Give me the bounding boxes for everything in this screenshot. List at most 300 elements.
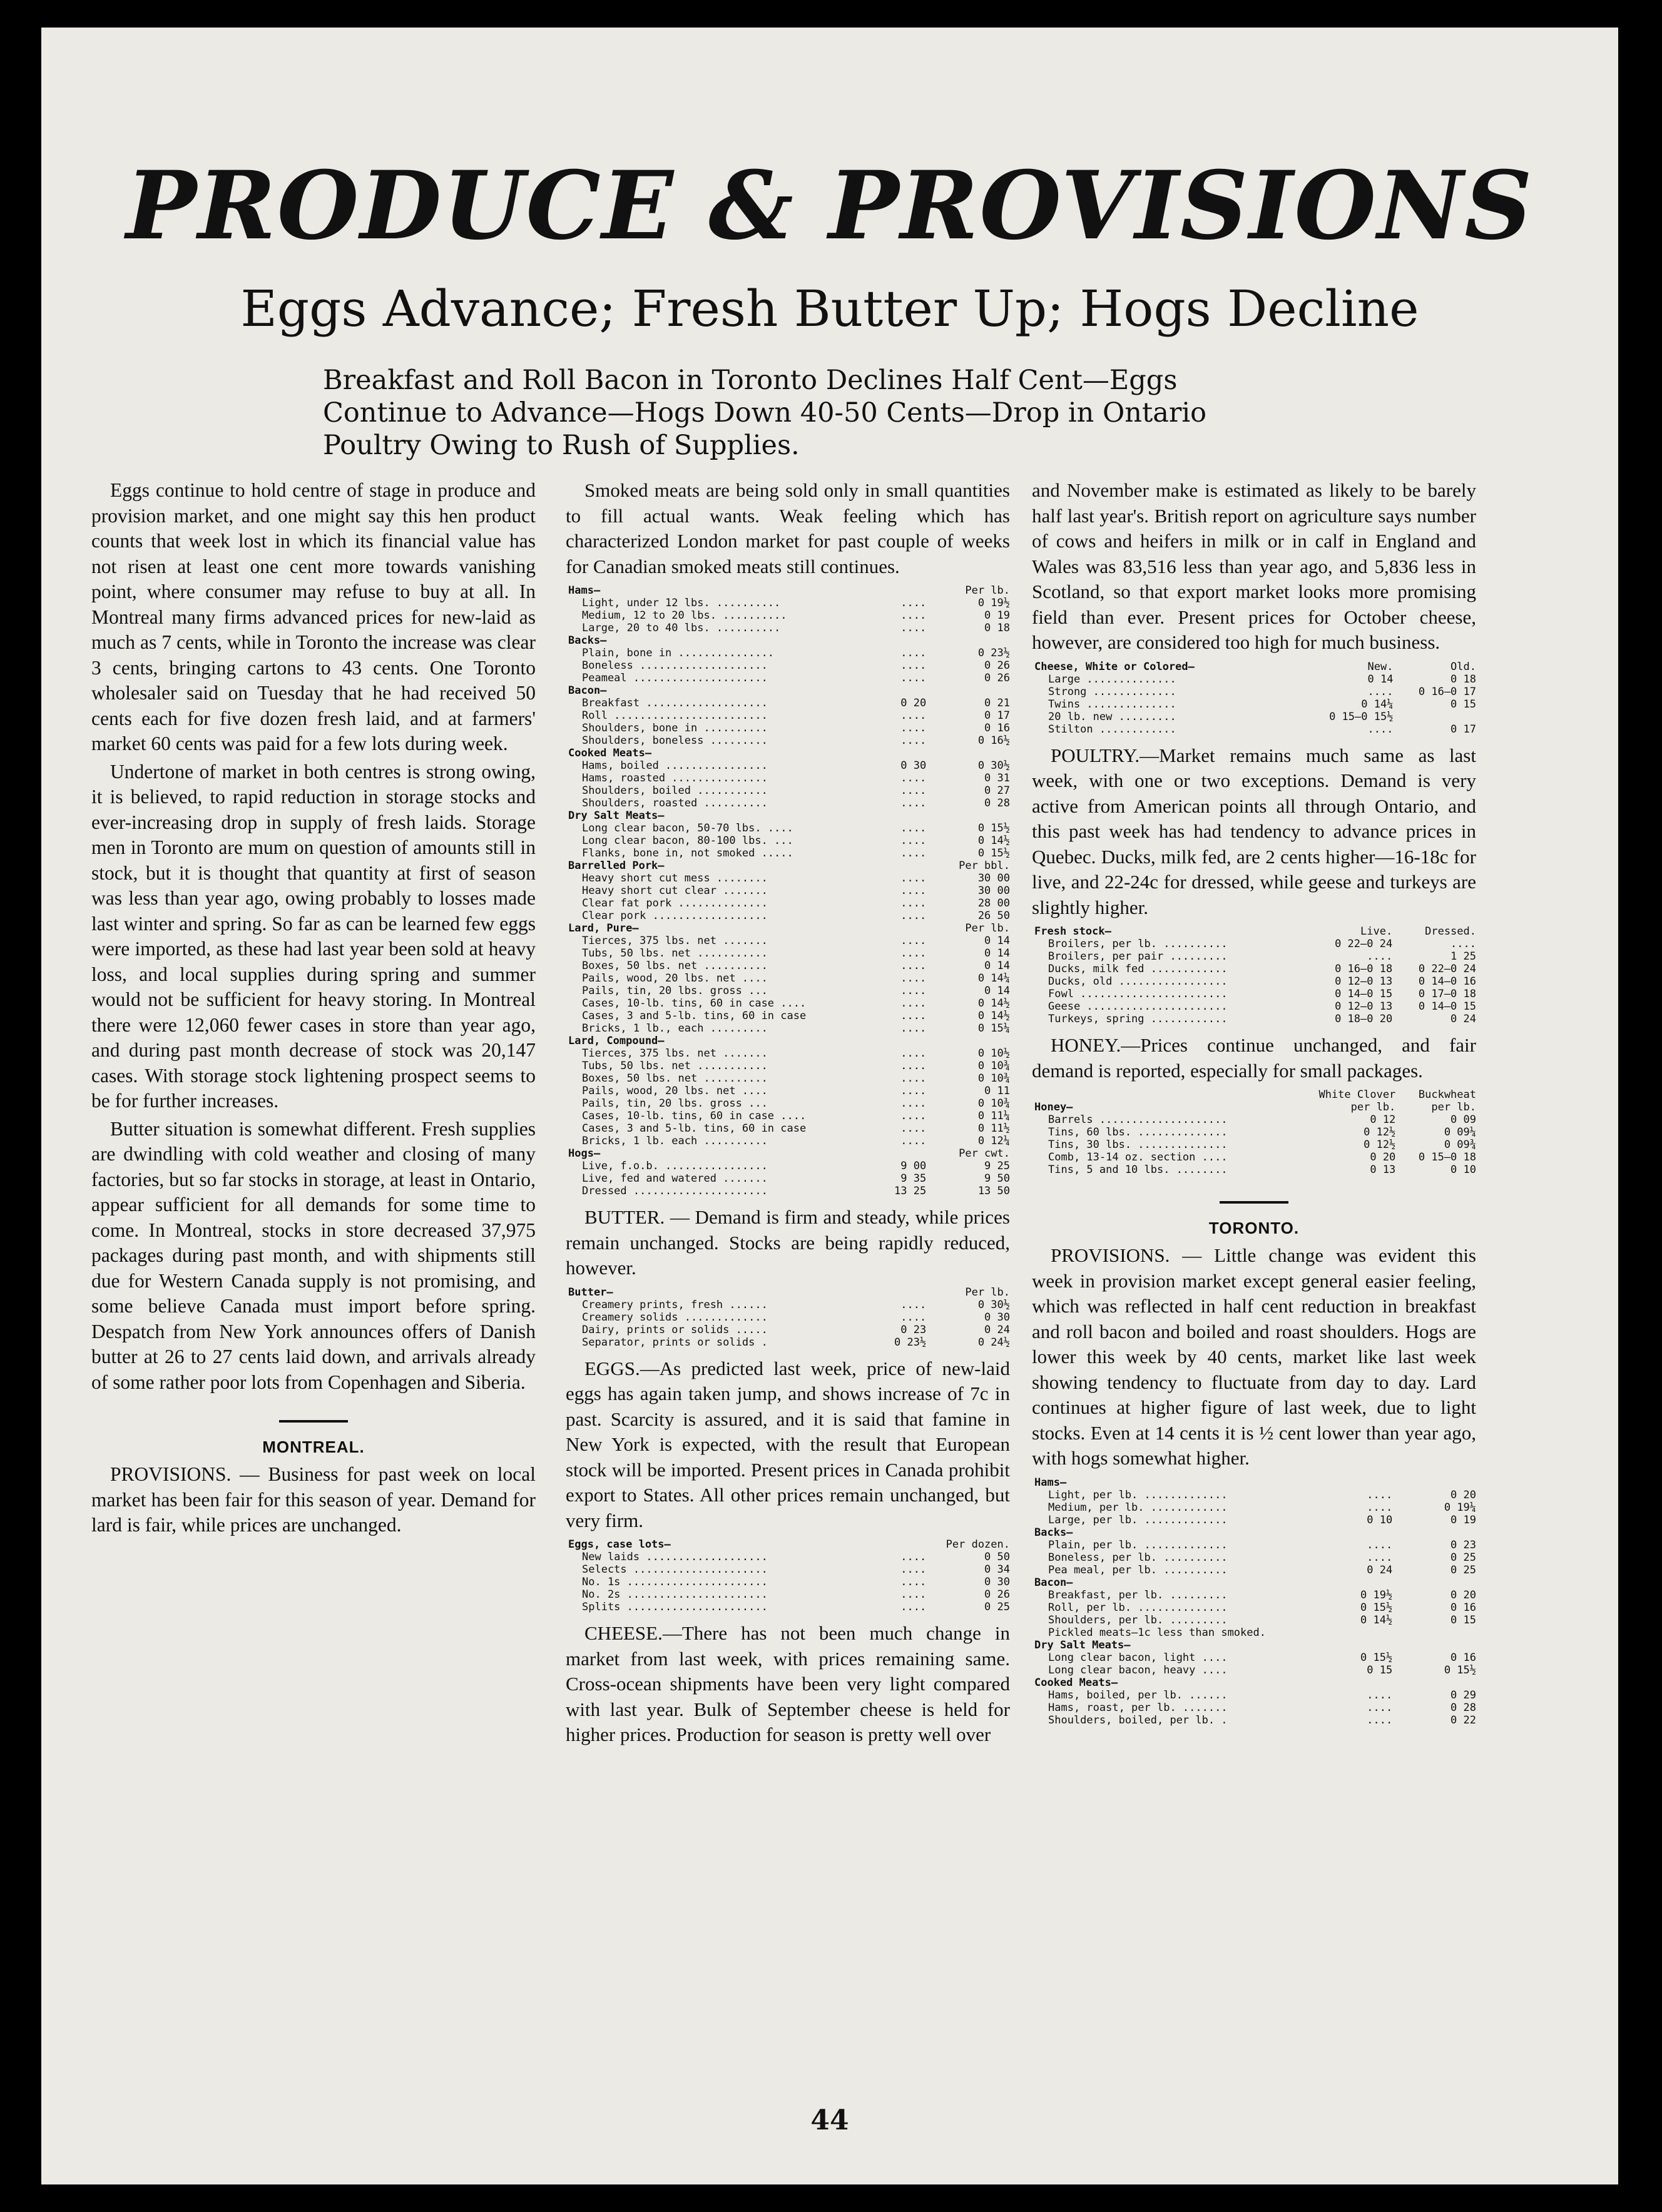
table-cell-item: Bacon— <box>1034 1576 1073 1589</box>
paragraph: and November make is estimated as likely to be barely half last year's. British report on agriculture says number of cows and heifers in milk or in calf in England and Wales was 83,516 less than year ago, and 5,836 less in Scotland, so that export market looks more promising field than ever. Present prices for October cheese, however, are considered too high for much business. <box>1032 479 1476 653</box>
table-row <box>566 734 1010 747</box>
table-cell-item: No. 2s ...................... <box>582 1588 768 1601</box>
table-cell-value <box>1396 1576 1476 1589</box>
table-cell-value: 0 10¾ <box>977 1072 1010 1085</box>
table-cell-item: Long clear bacon, heavy .... <box>1048 1663 1228 1677</box>
table-cell-value: .... <box>900 1551 927 1563</box>
table-cell-value: Per dozen. <box>946 1538 1010 1551</box>
table-cell-value: .... <box>900 1110 927 1122</box>
table-cell-item: Tubs, 50 lbs. net ........... <box>582 947 768 960</box>
table-row <box>566 1299 1010 1311</box>
table-cell-value: .... <box>900 1072 927 1085</box>
table-cell-item: Butter— <box>568 1286 613 1299</box>
table-cell-item: Breakfast, per lb. ......... <box>1048 1588 1228 1601</box>
table-row <box>566 1160 1010 1172</box>
table-cell-value: 0 24 <box>1367 1563 1393 1576</box>
table-cell-value: .... <box>900 722 927 734</box>
table-cell-item: Shoulders, per lb. ......... <box>1048 1613 1228 1626</box>
table-row <box>566 922 1010 935</box>
table-row <box>1032 988 1476 1000</box>
table-row <box>566 985 1010 997</box>
table-cell-value: 0 23½ <box>894 1336 927 1349</box>
table-cell-value: 0 12¼ <box>977 1135 1010 1147</box>
table-cell-item: Hogs— <box>568 1147 601 1160</box>
table-cell-value: 0 10¾ <box>977 1097 1010 1110</box>
table-cell-value: 0 14—0 15 <box>1418 1000 1476 1013</box>
table-cell-value: 0 14½ <box>977 997 1010 1010</box>
table-cell-value: 0 15½ <box>977 847 1010 860</box>
table-cell-item: Cooked Meats— <box>568 747 652 759</box>
table-cell-value: .... <box>900 1588 927 1601</box>
table-cell-value: .... <box>1367 950 1393 963</box>
table-cell-value: .... <box>900 947 927 960</box>
table-cell-item: Hams— <box>1034 1476 1067 1489</box>
table-cell-value: 0 14¼ <box>977 972 1010 985</box>
table-cell-item: Boxes, 50 lbs. net .......... <box>582 1072 768 1085</box>
table-cell-value: 0 19 <box>1450 1513 1476 1526</box>
table-cell-item: Fresh stock— <box>1034 925 1111 938</box>
table-cell-value: 0 14 <box>984 985 1010 997</box>
table-cell-value: 0 17 <box>1450 723 1476 736</box>
table-cell-value: 0 14 <box>984 960 1010 972</box>
table-cell-value: .... <box>900 1601 927 1613</box>
table-cell-value: 0 14—0 15 <box>1335 988 1393 1000</box>
table-cell-value: 0 19½ <box>1360 1588 1393 1601</box>
table-cell-value: Old. <box>1450 660 1476 673</box>
table-cell-value <box>1396 1526 1476 1539</box>
deck-line: Breakfast and Roll Bacon in Toronto Declines Half Cent—Eggs <box>323 365 1178 396</box>
table-row <box>1032 1702 1476 1714</box>
table-cell-value <box>868 809 930 822</box>
table-row <box>1032 1088 1476 1101</box>
table-row <box>566 1601 1010 1613</box>
table-cell-item: Strong ............. <box>1048 685 1176 698</box>
table-row <box>566 1135 1010 1147</box>
table-cell-item: Dressed ..................... <box>582 1185 768 1197</box>
table-cell-value: 0 20 <box>900 697 927 709</box>
table-row <box>566 1097 1010 1110</box>
table-cell-value: 0 16—0 17 <box>1418 685 1476 698</box>
table-row <box>1032 1576 1476 1589</box>
table-cell-value: 0 15½ <box>977 822 1010 835</box>
table-cell-value <box>1334 1677 1396 1689</box>
table-row <box>1032 661 1476 673</box>
table-cell-value: 0 25 <box>984 1601 1010 1613</box>
table-cell-value: .... <box>900 609 927 622</box>
table-cell-item: Pails, tin, 20 lbs. gross ... <box>582 1097 768 1110</box>
table-row <box>1032 1514 1476 1526</box>
section-heading-montreal: MONTREAL. <box>262 1438 365 1456</box>
table-row <box>566 1324 1010 1336</box>
table-cell-value <box>930 747 1010 759</box>
table-cell-value: 0 30 <box>984 1576 1010 1588</box>
table-cell-item: Tierces, 375 lbs. net ....... <box>582 1047 768 1060</box>
table-cell-value: 0 14 <box>1367 672 1394 686</box>
butter-price-table <box>566 1286 1010 1349</box>
table-cell-value <box>930 809 1010 822</box>
table-cell-value: 0 22—0 24 <box>1418 963 1476 975</box>
table-row <box>566 1022 1010 1035</box>
table-cell-value <box>868 634 930 647</box>
table-cell-value: .... <box>900 885 927 897</box>
table-cell-item: Hams— <box>568 584 601 597</box>
table-cell-value: .... <box>900 1135 927 1147</box>
table-cell-value: 0 11½ <box>977 1122 1010 1135</box>
table-cell-item: Bricks, 1 lb., each ......... <box>582 1022 768 1035</box>
deck-line: Continue to Advance—Hogs Down 40-50 Cents—Drop in Ontario <box>323 397 1207 429</box>
table-cell-value <box>868 747 930 759</box>
table-cell-value: .... <box>900 1311 927 1324</box>
poultry-price-table <box>1032 925 1476 1025</box>
table-cell-item: New laids ................... <box>582 1551 768 1563</box>
table-cell-item: Shoulders, bone in .......... <box>582 722 768 734</box>
table-cell-value: .... <box>900 672 927 684</box>
table-cell-item: Pea meal, per lb. .......... <box>1048 1563 1228 1576</box>
table-cell-value: 0 16½ <box>977 734 1010 747</box>
table-cell-item: Pails, wood, 20 lbs. net .... <box>582 972 768 985</box>
table-cell-item: Large, per lb. ............. <box>1048 1513 1228 1526</box>
honey-price-table <box>1032 1088 1476 1176</box>
table-row <box>566 1072 1010 1085</box>
table-cell-value: 0 30 <box>984 1311 1010 1324</box>
table-cell-value <box>1334 1626 1396 1639</box>
table-cell-item: Cases, 10-lb. tins, 60 in case .... <box>582 1110 807 1122</box>
table-cell-value: 0 16—0 18 <box>1335 963 1393 975</box>
table-row <box>566 1122 1010 1135</box>
table-cell-item: Comb, 13-14 oz. section .... <box>1048 1151 1228 1164</box>
table-row <box>1032 1164 1476 1176</box>
table-cell-value <box>930 634 1010 647</box>
table-cell-value: 0 15½ <box>1360 1651 1393 1664</box>
table-cell-value: Buckwheat <box>1418 1088 1476 1101</box>
table-cell-value: 0 25 <box>1450 1563 1476 1576</box>
table-cell-value: 0 27 <box>984 784 1010 797</box>
table-cell-value: 0 11¼ <box>977 1110 1010 1122</box>
table-row <box>566 1172 1010 1185</box>
table-row <box>566 809 1010 822</box>
table-cell-item: Live, fed and watered ....... <box>582 1172 768 1185</box>
page-number: 44 <box>810 2104 849 2136</box>
column-1 <box>91 478 536 2167</box>
table-cell-item: Pails, tin, 20 lbs. gross ... <box>582 985 768 997</box>
table-row <box>1032 1664 1476 1677</box>
table-cell-value: Live. <box>1360 925 1393 938</box>
table-cell-value: .... <box>900 960 927 972</box>
table-cell-value: 0 14¼ <box>1361 698 1394 711</box>
table-cell-value: 30 00 <box>977 872 1010 885</box>
table-cell-value: 0 24 <box>1450 1013 1476 1025</box>
table-cell-value: 0 10 <box>1367 1513 1393 1526</box>
table-cell-item: Honey— <box>1034 1101 1073 1114</box>
divider <box>1220 1201 1288 1204</box>
table-cell-value: .... <box>900 597 927 609</box>
table-cell-value: 1 25 <box>1450 950 1476 963</box>
table-cell-value: 0 28 <box>984 797 1010 809</box>
table-cell-value: .... <box>900 1060 927 1072</box>
table-cell-value <box>868 1147 930 1160</box>
table-cell-item: Tins, 60 lbs. .............. <box>1048 1126 1228 1139</box>
table-cell-item: Ducks, milk fed ............ <box>1048 963 1228 975</box>
table-row <box>1032 1526 1476 1539</box>
page <box>41 28 1618 2184</box>
table-cell-item: Cases, 3 and 5-lb. tins, 60 in case <box>582 1010 807 1022</box>
table-cell-value: .... <box>900 1085 927 1097</box>
table-cell-value: 0 14 <box>984 947 1010 960</box>
table-row <box>566 722 1010 734</box>
table-cell-item: Long clear bacon, light .... <box>1048 1651 1228 1664</box>
table-cell-value: 0 14½ <box>1360 1613 1393 1626</box>
table-row <box>566 584 1010 597</box>
table-cell-item: Barrels .................... <box>1048 1114 1228 1126</box>
table-row <box>1032 711 1476 723</box>
masthead: PRODUCE & PROVISIONS <box>126 151 1534 261</box>
table-row <box>566 772 1010 784</box>
table-row <box>566 1551 1010 1563</box>
table-cell-value: Per lb. <box>965 1286 1010 1299</box>
table-cell-item: Broilers, per pair ......... <box>1048 950 1228 963</box>
table-cell-item: Backs— <box>568 634 607 647</box>
table-cell-value: 9 25 <box>984 1160 1010 1172</box>
table-cell-value: 0 23½ <box>977 647 1010 659</box>
table-cell-value: 0 18 <box>984 622 1010 634</box>
table-cell-item: Long clear bacon, 80-100 lbs. ... <box>582 835 793 847</box>
table-row <box>566 835 1010 847</box>
table-cell-item: Light, per lb. ............. <box>1048 1488 1228 1501</box>
table-cell-value: .... <box>900 935 927 947</box>
table-cell-value: 0 24 <box>984 1323 1010 1336</box>
table-cell-item: Turkeys, spring ............ <box>1048 1013 1228 1025</box>
table-cell-value <box>1396 1476 1476 1489</box>
table-row <box>1032 975 1476 988</box>
table-row <box>566 672 1010 684</box>
table-cell-value: 28 00 <box>977 897 1010 910</box>
table-cell-value: .... <box>900 972 927 985</box>
table-cell-value: 0 10½ <box>977 1047 1010 1060</box>
table-cell-value: 0 20 <box>1370 1151 1396 1164</box>
table-cell-value: 0 34 <box>984 1563 1010 1576</box>
table-cell-value: 0 14—0 16 <box>1418 975 1476 988</box>
headline: Eggs Advance; Fresh Butter Up; Hogs Decline <box>240 280 1419 338</box>
table-cell-item: Separator, prints or solids . <box>582 1336 768 1349</box>
table-cell-value <box>868 1286 930 1299</box>
table-cell-item: Shoulders, roasted .......... <box>582 797 768 809</box>
table-row <box>566 709 1010 722</box>
table-cell-value: 0 20 <box>1450 1488 1476 1501</box>
table-cell-item: Medium, per lb. ............ <box>1048 1501 1228 1514</box>
table-cell-value: 0 12 <box>1370 1114 1396 1126</box>
table-row <box>1032 1639 1476 1651</box>
table-cell-value <box>1397 711 1476 723</box>
table-cell-item: Clear pork .................. <box>582 910 768 922</box>
table-cell-item: 20 lb. new ......... <box>1048 710 1176 723</box>
table-cell-value: 0 28 <box>1450 1701 1476 1714</box>
table-cell-item: Tins, 5 and 10 lbs. ........ <box>1048 1164 1228 1176</box>
paragraph: EGGS.—As predicted last week, price of new-laid eggs has again taken jump, and shows increase of 7c in past. Scarcity is assured, and it is said that famine in New York is expected, with the result that European stock will be imported. Present prices in Canada prohibit export to States. All other prices remain unchanged, but very firm. <box>566 1357 1010 1531</box>
table-cell-value: .... <box>900 1563 927 1576</box>
table-cell-value: 0 22—0 24 <box>1335 938 1393 950</box>
table-cell-item: Shoulders, boneless ......... <box>582 734 768 747</box>
table-cell-value: 0 15½ <box>1360 1601 1393 1614</box>
paragraph: Undertone of market in both centres is strong owing, it is believed, to rapid reduction in storage stocks and ever-increasing drop in supply of fresh laids. Storage men in Toronto are mum on question of amounts still in stock, but it is thought that quantity at first of season was less than year ago, owing probably to losses made last winter and spring. So far as can be learned few eggs were imported, as these had last year been sold at heavy loss, and local supplies during spring and summer would not be sufficient for heavy storing. In Montreal there were 12,060 fewer cases in store than year ago, and during past month decrease of stock was 20,147 cases. With storage stock lightening prospect seems to be for further increases. <box>91 760 536 1112</box>
table-cell-value: 0 23 <box>1450 1538 1476 1551</box>
table-row <box>566 822 1010 835</box>
table-cell-value: New. <box>1367 660 1394 673</box>
table-cell-value: 0 14 <box>984 935 1010 947</box>
table-cell-value: 0 15 <box>1450 1613 1476 1626</box>
table-row <box>566 1085 1010 1097</box>
table-row <box>566 747 1010 759</box>
table-cell-value <box>1334 1639 1396 1651</box>
table-row <box>566 872 1010 885</box>
paragraph: BUTTER. — Demand is firm and steady, while prices remain unchanged. Stocks are being rapidly reduced, however. <box>566 1206 1010 1279</box>
table-cell-item: Light, under 12 lbs. .......... <box>582 597 781 609</box>
table-cell-item: Lard, Pure— <box>568 922 639 935</box>
table-row <box>566 1010 1010 1022</box>
table-cell-value <box>1396 1626 1476 1639</box>
table-cell-item: Large, 20 to 40 lbs. .......... <box>582 622 781 634</box>
table-row <box>1032 1489 1476 1501</box>
table-cell-value: .... <box>900 1047 927 1060</box>
table-cell-value: Per cwt. <box>959 1147 1010 1160</box>
table-cell-value: .... <box>900 1097 927 1110</box>
table-cell-value: 0 15¼ <box>977 1022 1010 1035</box>
paragraph: CHEESE.—There has not been much change in market from last week, with prices remaining same. Cross-ocean shipments have been very light compared with last year. Bulk of September cheese is held for higher prices. Production for season is pretty well over <box>566 1622 1010 1745</box>
table-row <box>566 1047 1010 1060</box>
table-cell-item: Geese ...................... <box>1048 1000 1228 1013</box>
table-cell-value <box>1396 1677 1476 1689</box>
table-row <box>566 797 1010 809</box>
table-row <box>1032 1589 1476 1601</box>
table-cell-item: Hams, roast, per lb. ....... <box>1048 1701 1228 1714</box>
table-cell-value <box>868 684 930 697</box>
table-row <box>1032 1476 1476 1489</box>
table-cell-value <box>1334 1526 1396 1539</box>
table-cell-value: 0 11 <box>984 1085 1010 1097</box>
table-cell-value: 9 00 <box>900 1160 927 1172</box>
table-cell-item: No. 1s ...................... <box>582 1576 768 1588</box>
paragraph: PROVISIONS. — Business for past week on local market has been fair for this season of year. Demand for lard is fair, while prices are unchanged. <box>91 1463 536 1536</box>
table-cell-value: 0 16 <box>1450 1601 1476 1614</box>
table-row <box>1032 1114 1476 1126</box>
table-cell-value <box>868 922 930 935</box>
table-cell-item: Boneless .................... <box>582 659 768 672</box>
table-cell-value: 0 24½ <box>977 1336 1010 1349</box>
table-cell-value: 0 50 <box>984 1551 1010 1563</box>
table-row <box>566 1336 1010 1349</box>
table-cell-value: .... <box>900 647 927 659</box>
table-cell-item: Cases, 10-lb. tins, 60 in case .... <box>582 997 807 1010</box>
table-cell-value <box>868 584 930 597</box>
table-cell-value: 0 17 <box>984 709 1010 722</box>
table-cell-value: 0 12½ <box>1364 1126 1396 1139</box>
table-cell-item: Stilton ............ <box>1048 723 1176 736</box>
table-row <box>1032 686 1476 698</box>
table-row <box>1032 723 1476 736</box>
table-cell-item: Ducks, old ................. <box>1048 975 1228 988</box>
table-cell-item: Boneless, per lb. .......... <box>1048 1551 1228 1564</box>
table-row <box>566 947 1010 960</box>
table-row <box>1032 1501 1476 1514</box>
table-row <box>566 684 1010 697</box>
table-row <box>566 759 1010 772</box>
table-cell-value: 0 30½ <box>977 759 1010 772</box>
table-cell-item: Shoulders, boiled ........... <box>582 784 768 797</box>
table-cell-value: .... <box>1367 685 1394 698</box>
table-cell-value: .... <box>1367 1713 1393 1727</box>
table-cell-item: Twins .............. <box>1048 698 1176 711</box>
table-cell-value: .... <box>1367 1701 1393 1714</box>
table-cell-value <box>930 1035 1010 1047</box>
table-cell-value <box>1334 1476 1396 1489</box>
table-row <box>1032 950 1476 963</box>
table-cell-value: 0 30 <box>900 759 927 772</box>
section-heading-toronto: TORONTO. <box>1208 1219 1300 1237</box>
cheese-price-table <box>1032 661 1476 736</box>
table-row <box>566 609 1010 622</box>
table-row <box>566 960 1010 972</box>
table-cell-value: Per lb. <box>965 584 1010 597</box>
table-cell-value: 0 15 <box>1367 1663 1393 1677</box>
table-cell-value: 30 00 <box>977 885 1010 897</box>
table-cell-value: 9 35 <box>900 1172 927 1185</box>
toronto-price-table <box>1032 1476 1476 1727</box>
table-cell-item: Peameal ..................... <box>582 672 768 684</box>
table-cell-value: 0 17—0 18 <box>1418 988 1476 1000</box>
table-cell-value: Per lb. <box>965 922 1010 935</box>
table-cell-value: Dressed. <box>1425 925 1476 938</box>
table-cell-value: 0 12—0 13 <box>1335 975 1393 988</box>
table-row <box>566 935 1010 947</box>
table-cell-item: Plain, per lb. ............. <box>1048 1538 1228 1551</box>
table-cell-item: Roll ........................ <box>582 709 768 722</box>
paragraph: Smoked meats are being sold only in small quantities to fill actual wants. Weak feeling which has characterized London market for past couple of weeks for Canadian smoked meats still continues. <box>566 479 1010 577</box>
table-cell-item: Heavy short cut mess ........ <box>582 872 768 885</box>
table-cell-value: 0 19½ <box>977 597 1010 609</box>
table-cell-value: 0 09 <box>1450 1114 1476 1126</box>
table-cell-item: Tubs, 50 lbs. net ........... <box>582 1060 768 1072</box>
table-row <box>1032 1101 1476 1114</box>
table-cell-value: 0 15—0 18 <box>1418 1151 1476 1164</box>
table-cell-item: Plain, bone in ............... <box>582 647 775 659</box>
table-row <box>1032 1539 1476 1551</box>
table-row <box>1032 1551 1476 1564</box>
eggs-price-table <box>566 1538 1010 1613</box>
table-cell-item: Cheese, White or Colored— <box>1034 660 1195 673</box>
column-2 <box>566 478 1010 2167</box>
table-cell-value: 13 50 <box>977 1185 1010 1197</box>
table-row <box>566 1286 1010 1299</box>
table-row <box>566 997 1010 1010</box>
table-cell-value: 0 22 <box>1450 1713 1476 1727</box>
table-row <box>1032 1601 1476 1614</box>
table-row <box>566 910 1010 922</box>
table-cell-item: Barrelled Pork— <box>568 860 665 872</box>
table-cell-value: .... <box>1367 1488 1393 1501</box>
table-cell-item: Eggs, case lots— <box>568 1538 671 1551</box>
table-cell-item: Boxes, 50 lbs. net .......... <box>582 960 768 972</box>
table-row <box>566 1185 1010 1197</box>
table-row <box>566 860 1010 872</box>
table-cell-value: 0 29 <box>1450 1688 1476 1702</box>
table-cell-value <box>1334 1576 1396 1589</box>
table-cell-item: Pickled meats—1c less than smoked. <box>1048 1626 1266 1639</box>
table-cell-item: Selects ..................... <box>582 1563 768 1576</box>
table-cell-value <box>868 1538 930 1551</box>
table-row <box>566 1538 1010 1551</box>
table-row <box>566 1563 1010 1576</box>
provisions-price-table <box>566 584 1010 1197</box>
table-row <box>1032 1013 1476 1025</box>
